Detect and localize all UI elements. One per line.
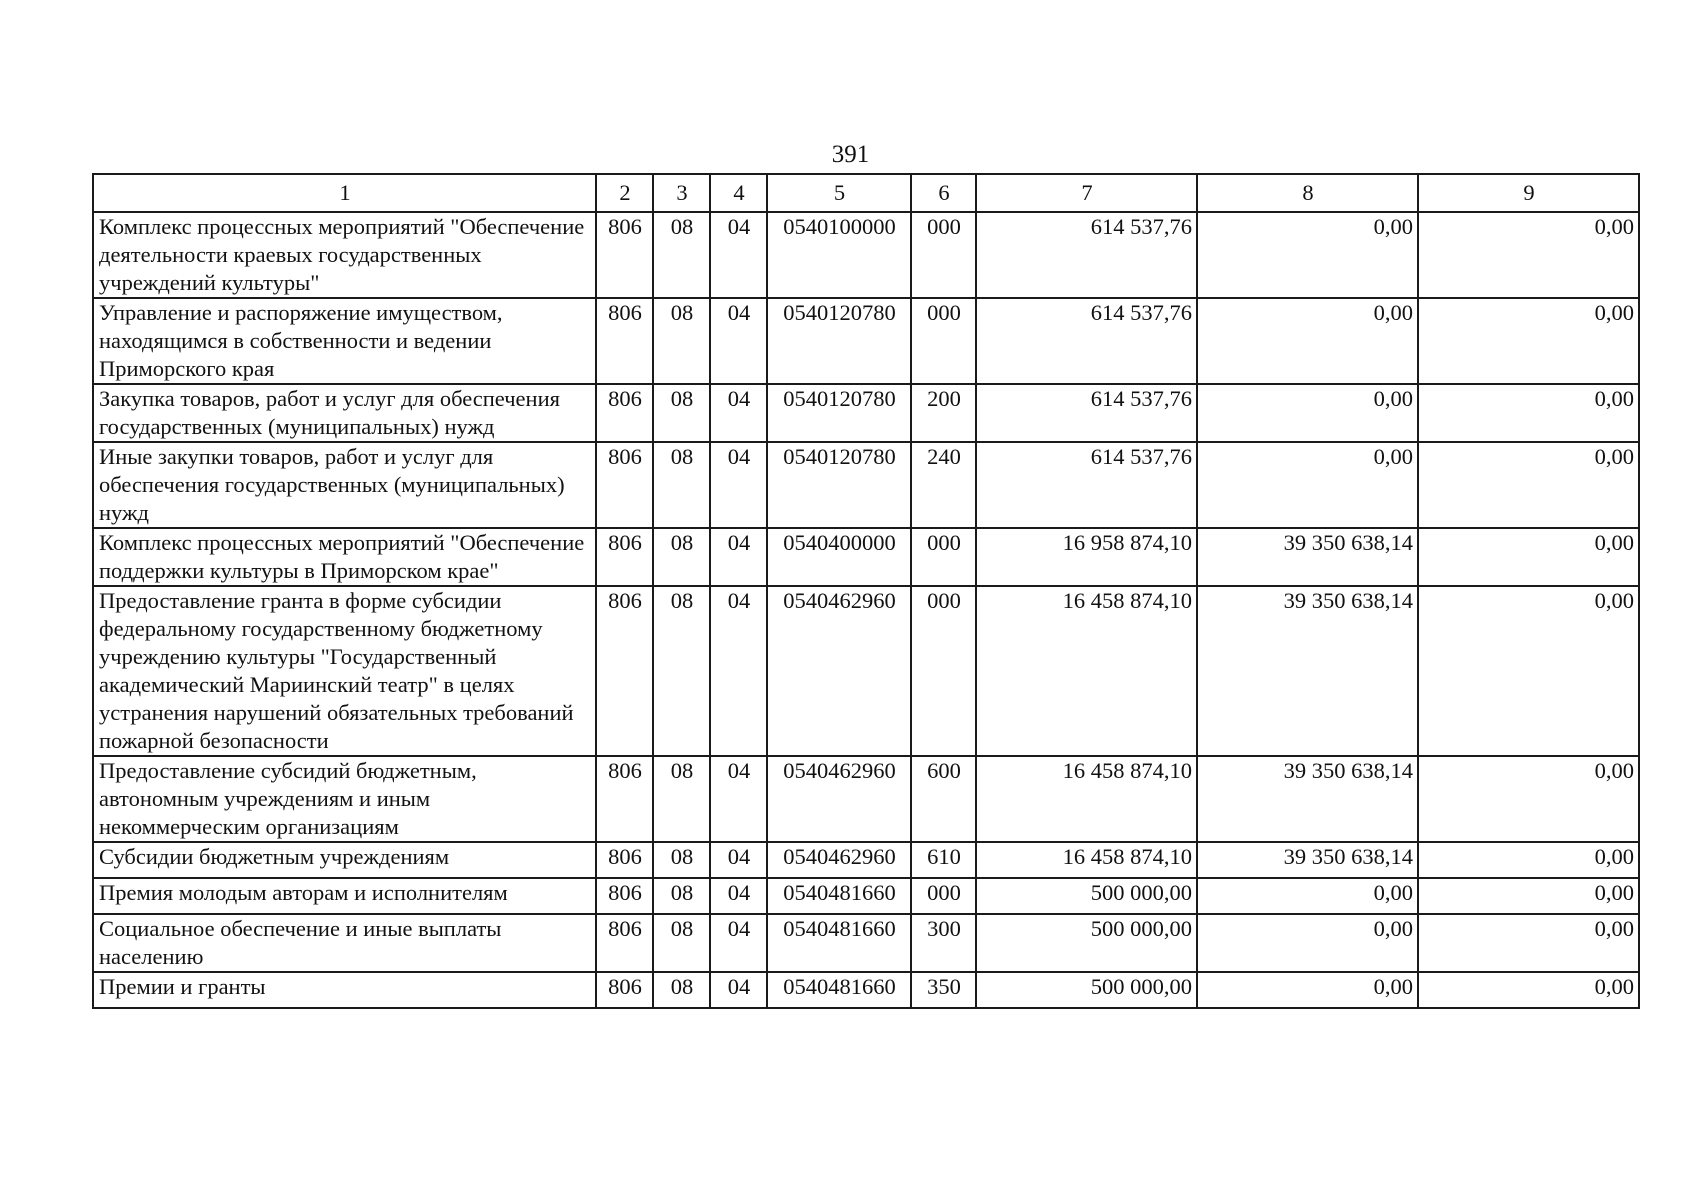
table-row bbox=[93, 212, 1639, 298]
subsection-code-cell: 04 bbox=[710, 384, 767, 442]
row-name-cell: Премии и гранты bbox=[93, 972, 596, 1008]
row-name-cell: Субсидии бюджетным учреждениям bbox=[93, 842, 596, 878]
column-header: 5 bbox=[767, 174, 911, 212]
ministry-code-cell: 806 bbox=[596, 298, 653, 384]
amount-col9-cell: 0,00 bbox=[1418, 298, 1639, 384]
amount-col7-cell: 16 458 874,10 bbox=[976, 842, 1197, 878]
amount-col9-cell: 0,00 bbox=[1418, 384, 1639, 442]
amount-col7-cell: 614 537,76 bbox=[976, 384, 1197, 442]
ministry-code-cell: 806 bbox=[596, 878, 653, 914]
amount-col8-cell: 0,00 bbox=[1197, 972, 1418, 1008]
amount-col7-cell: 614 537,76 bbox=[976, 298, 1197, 384]
amount-col8-cell: 39 350 638,14 bbox=[1197, 586, 1418, 756]
section-code-cell: 08 bbox=[653, 756, 710, 842]
row-name-cell: Комплекс процессных мероприятий "Обеспечение деятельности краевых государственных учреждений культуры" bbox=[93, 212, 596, 298]
target-article-cell: 0540462960 bbox=[767, 842, 911, 878]
expense-type-cell: 000 bbox=[911, 212, 976, 298]
expense-type-cell: 240 bbox=[911, 442, 976, 528]
amount-col9-cell: 0,00 bbox=[1418, 586, 1639, 756]
amount-col7-cell: 500 000,00 bbox=[976, 972, 1197, 1008]
target-article-cell: 0540120780 bbox=[767, 442, 911, 528]
row-name-cell: Премия молодым авторам и исполнителям bbox=[93, 878, 596, 914]
section-code-cell: 08 bbox=[653, 384, 710, 442]
section-code-cell: 08 bbox=[653, 914, 710, 972]
amount-col7-cell: 16 958 874,10 bbox=[976, 528, 1197, 586]
amount-col8-cell: 39 350 638,14 bbox=[1197, 756, 1418, 842]
amount-col9-cell: 0,00 bbox=[1418, 842, 1639, 878]
amount-col7-cell: 16 458 874,10 bbox=[976, 756, 1197, 842]
subsection-code-cell: 04 bbox=[710, 298, 767, 384]
ministry-code-cell: 806 bbox=[596, 586, 653, 756]
ministry-code-cell: 806 bbox=[596, 842, 653, 878]
amount-col9-cell: 0,00 bbox=[1418, 972, 1639, 1008]
target-article-cell: 0540400000 bbox=[767, 528, 911, 586]
table-row bbox=[93, 384, 1639, 442]
target-article-cell: 0540481660 bbox=[767, 972, 911, 1008]
subsection-code-cell: 04 bbox=[710, 756, 767, 842]
subsection-code-cell: 04 bbox=[710, 914, 767, 972]
amount-col9-cell: 0,00 bbox=[1418, 442, 1639, 528]
column-header: 9 bbox=[1418, 174, 1639, 212]
amount-col9-cell: 0,00 bbox=[1418, 756, 1639, 842]
ministry-code-cell: 806 bbox=[596, 972, 653, 1008]
expense-type-cell: 000 bbox=[911, 586, 976, 756]
amount-col8-cell: 0,00 bbox=[1197, 212, 1418, 298]
table-row bbox=[93, 972, 1639, 1008]
row-name-cell: Предоставление гранта в форме субсидии федеральному государственному бюджетному учреждению культуры "Государственный академический Мариинский театр" в целях устранения нарушений обязательных требований пожарной безопасности bbox=[93, 586, 596, 756]
amount-col7-cell: 500 000,00 bbox=[976, 914, 1197, 972]
amount-col8-cell: 39 350 638,14 bbox=[1197, 528, 1418, 586]
expense-type-cell: 000 bbox=[911, 528, 976, 586]
amount-col8-cell: 0,00 bbox=[1197, 384, 1418, 442]
amount-col7-cell: 614 537,76 bbox=[976, 442, 1197, 528]
target-article-cell: 0540462960 bbox=[767, 586, 911, 756]
column-header: 7 bbox=[976, 174, 1197, 212]
row-name-cell: Иные закупки товаров, работ и услуг для обеспечения государственных (муниципальных) нужд bbox=[93, 442, 596, 528]
target-article-cell: 0540120780 bbox=[767, 298, 911, 384]
column-header: 2 bbox=[596, 174, 653, 212]
subsection-code-cell: 04 bbox=[710, 442, 767, 528]
row-name-cell: Комплекс процессных мероприятий "Обеспечение поддержки культуры в Приморском крае" bbox=[93, 528, 596, 586]
target-article-cell: 0540462960 bbox=[767, 756, 911, 842]
section-code-cell: 08 bbox=[653, 212, 710, 298]
amount-col8-cell: 0,00 bbox=[1197, 298, 1418, 384]
subsection-code-cell: 04 bbox=[710, 528, 767, 586]
page-number: 391 bbox=[831, 141, 870, 168]
expense-type-cell: 000 bbox=[911, 298, 976, 384]
ministry-code-cell: 806 bbox=[596, 756, 653, 842]
table-row bbox=[93, 586, 1639, 756]
section-code-cell: 08 bbox=[653, 842, 710, 878]
expense-type-cell: 350 bbox=[911, 972, 976, 1008]
column-header: 4 bbox=[710, 174, 767, 212]
budget-table bbox=[92, 173, 1640, 1009]
header-row bbox=[93, 174, 1639, 212]
subsection-code-cell: 04 bbox=[710, 972, 767, 1008]
target-article-cell: 0540120780 bbox=[767, 384, 911, 442]
subsection-code-cell: 04 bbox=[710, 878, 767, 914]
amount-col8-cell: 39 350 638,14 bbox=[1197, 842, 1418, 878]
amount-col9-cell: 0,00 bbox=[1418, 212, 1639, 298]
amount-col9-cell: 0,00 bbox=[1418, 914, 1639, 972]
section-code-cell: 08 bbox=[653, 972, 710, 1008]
amount-col9-cell: 0,00 bbox=[1418, 878, 1639, 914]
amount-col9-cell: 0,00 bbox=[1418, 528, 1639, 586]
amount-col8-cell: 0,00 bbox=[1197, 914, 1418, 972]
expense-type-cell: 200 bbox=[911, 384, 976, 442]
column-header: 8 bbox=[1197, 174, 1418, 212]
expense-type-cell: 000 bbox=[911, 878, 976, 914]
row-name-cell: Управление и распоряжение имуществом, находящимся в собственности и ведении Приморского края bbox=[93, 298, 596, 384]
ministry-code-cell: 806 bbox=[596, 384, 653, 442]
table-row bbox=[93, 442, 1639, 528]
amount-col7-cell: 614 537,76 bbox=[976, 212, 1197, 298]
amount-col7-cell: 16 458 874,10 bbox=[976, 586, 1197, 756]
row-name-cell: Закупка товаров, работ и услуг для обеспечения государственных (муниципальных) нужд bbox=[93, 384, 596, 442]
row-name-cell: Социальное обеспечение и иные выплаты населению bbox=[93, 914, 596, 972]
table-row bbox=[93, 298, 1639, 384]
section-code-cell: 08 bbox=[653, 878, 710, 914]
section-code-cell: 08 bbox=[653, 528, 710, 586]
subsection-code-cell: 04 bbox=[710, 212, 767, 298]
ministry-code-cell: 806 bbox=[596, 212, 653, 298]
section-code-cell: 08 bbox=[653, 586, 710, 756]
expense-type-cell: 610 bbox=[911, 842, 976, 878]
amount-col8-cell: 0,00 bbox=[1197, 442, 1418, 528]
column-header: 6 bbox=[911, 174, 976, 212]
ministry-code-cell: 806 bbox=[596, 528, 653, 586]
target-article-cell: 0540100000 bbox=[767, 212, 911, 298]
row-name-cell: Предоставление субсидий бюджетным, автономным учреждениям и иным некоммерческим организациям bbox=[93, 756, 596, 842]
expense-type-cell: 600 bbox=[911, 756, 976, 842]
ministry-code-cell: 806 bbox=[596, 442, 653, 528]
column-header: 1 bbox=[93, 174, 596, 212]
expense-type-cell: 300 bbox=[911, 914, 976, 972]
table-row bbox=[93, 914, 1639, 972]
section-code-cell: 08 bbox=[653, 442, 710, 528]
target-article-cell: 0540481660 bbox=[767, 914, 911, 972]
ministry-code-cell: 806 bbox=[596, 914, 653, 972]
subsection-code-cell: 04 bbox=[710, 842, 767, 878]
section-code-cell: 08 bbox=[653, 298, 710, 384]
amount-col7-cell: 500 000,00 bbox=[976, 878, 1197, 914]
subsection-code-cell: 04 bbox=[710, 586, 767, 756]
target-article-cell: 0540481660 bbox=[767, 878, 911, 914]
table-row bbox=[93, 756, 1639, 842]
column-header: 3 bbox=[653, 174, 710, 212]
amount-col8-cell: 0,00 bbox=[1197, 878, 1418, 914]
table-row bbox=[93, 528, 1639, 586]
table-row bbox=[93, 878, 1639, 914]
table-row bbox=[93, 842, 1639, 878]
